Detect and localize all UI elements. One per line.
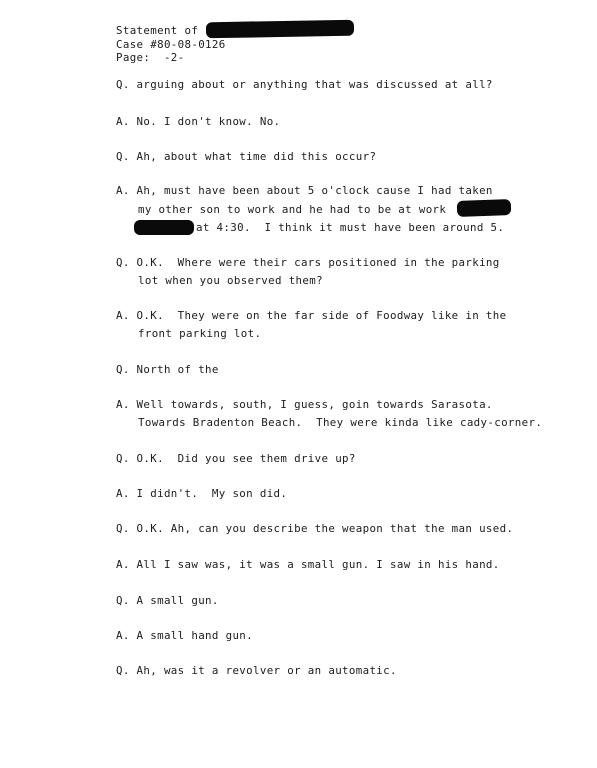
answer-line: front parking lot. (138, 327, 262, 340)
answer-line: at 4:30. I think it must have been around 5. (196, 221, 505, 234)
question-line: Q. O.K. Ah, can you describe the weapon that the man used. (116, 522, 514, 535)
question-line: Q. A small gun. (116, 594, 219, 607)
question-line: Q. O.K. Did you see them drive up? (116, 452, 356, 465)
question-line: Q. O.K. Where were their cars positioned in the parking (116, 256, 500, 269)
question-line: Q. arguing about or anything that was discussed at all? (116, 78, 493, 91)
redaction-name (206, 20, 354, 39)
redaction-location (134, 220, 194, 235)
page-number: Page: -2- (116, 51, 185, 64)
answer-line: A. All I saw was, it was a small gun. I saw in his hand. (116, 558, 500, 571)
answer-line: A. I didn't. My son did. (116, 487, 288, 500)
answer-line: Towards Bradenton Beach. They were kinda like cady-corner. (138, 416, 543, 429)
question-line: Q. Ah, was it a revolver or an automatic. (116, 664, 397, 677)
answer-line: A. O.K. They were on the far side of Foodway like in the (116, 309, 507, 322)
question-line: lot when you observed them? (138, 274, 323, 287)
redaction-location (457, 199, 512, 217)
question-line: Q. North of the (116, 363, 219, 376)
statement-label: Statement of (116, 24, 199, 37)
answer-line: my other son to work and he had to be at work (138, 203, 447, 216)
question-line: Q. Ah, about what time did this occur? (116, 150, 377, 163)
case-number: Case #80-08-0126 (116, 38, 226, 51)
answer-line: A. Well towards, south, I guess, goin towards Sarasota. (116, 398, 493, 411)
answer-line: A. No. I don't know. No. (116, 115, 281, 128)
answer-line: A. A small hand gun. (116, 629, 254, 642)
answer-line: A. Ah, must have been about 5 o'clock cause I had taken (116, 184, 493, 197)
